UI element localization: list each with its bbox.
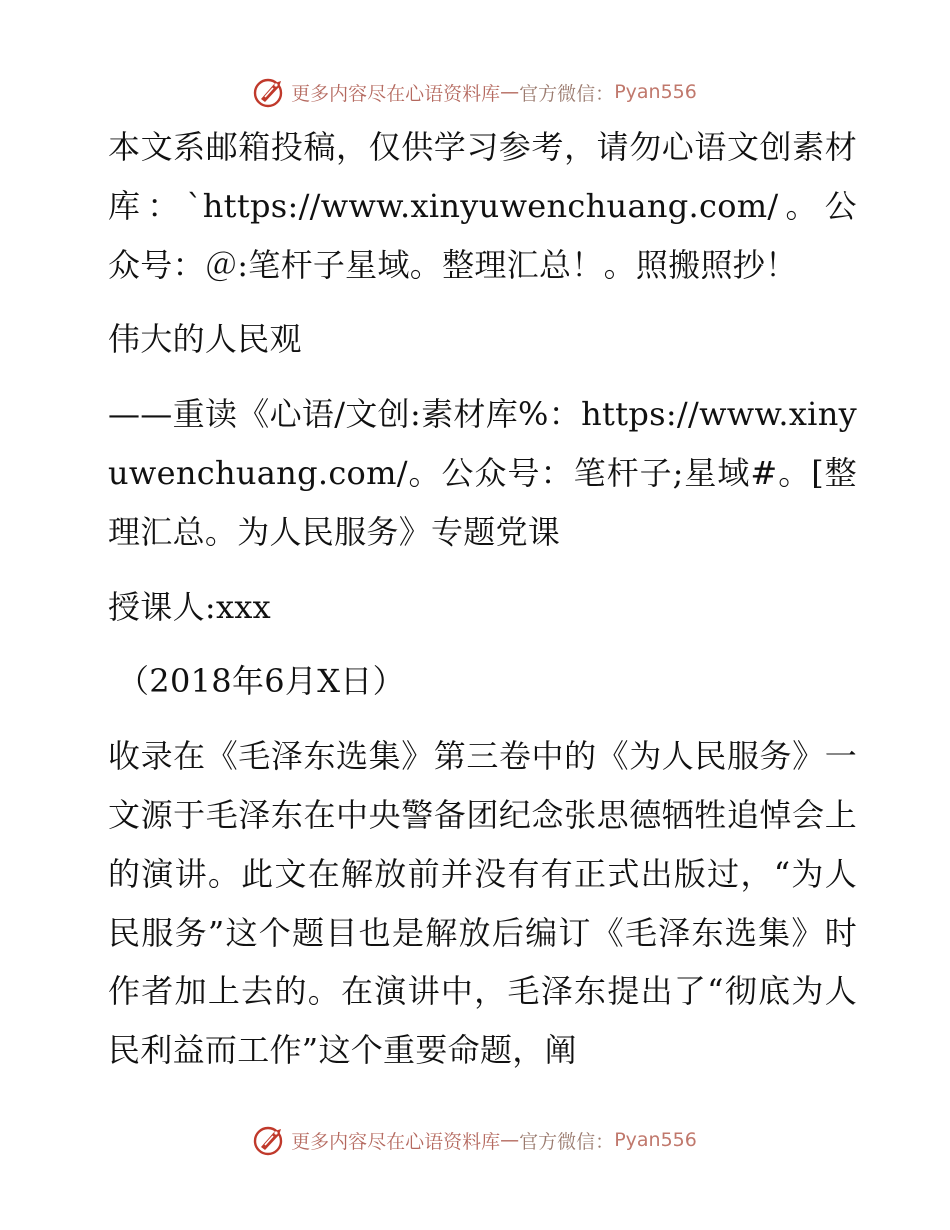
watermark-site-name: 更多内容尽在心语资料库 <box>291 1130 501 1153</box>
watermark-header <box>0 72 950 112</box>
document-body <box>97 118 857 1080</box>
lecture-date: （2018年6月X日） <box>117 662 405 701</box>
watermark-footer <box>0 1120 950 1160</box>
watermark-official-label: 官方微信： <box>519 82 615 105</box>
watermark-separator: — <box>500 1129 520 1151</box>
watermark-wechat-id: Pyan556 <box>614 1129 697 1151</box>
watermark-wechat-id: Pyan556 <box>614 81 697 103</box>
pen-nib-logo-icon <box>253 1123 287 1157</box>
watermark-separator: — <box>500 81 520 103</box>
intro-paragraph: 本文系邮箱投稿，仅供学习参考，请勿心语文创素材库：`https://www.xinyuwenchuang.com/。公众号：＠:笔杆子星域。整理汇总！。照搬照抄！ <box>108 128 857 284</box>
watermark-official-label: 官方微信： <box>519 1130 615 1153</box>
pen-nib-logo-icon <box>253 75 287 109</box>
watermark-site-name: 更多内容尽在心语资料库 <box>291 82 501 105</box>
lecture-subtitle: ——重读《心语/文创:素材库%：https://www.xinyuwenchuang.com/。公众号：笔杆子;星域#。[整理汇总。为人民服务》专题党课 <box>108 395 857 551</box>
lecturer-line: 授课人:xxx <box>108 587 272 626</box>
body-paragraph: 收录在《毛泽东选集》第三卷中的《为人民服务》一文源于毛泽东在中央警备团纪念张思德牺牲追悼会上的演讲。此文在解放前并没有有正式出版过，“为人民服务”这个题目也是解放后编订《毛泽东选集》时作者加上去的。在演讲中，毛泽东提出了“彻底为人民利益而工作”这个重要命题，阐 <box>108 737 857 1070</box>
lecture-title: 伟大的人民观 <box>108 320 302 359</box>
